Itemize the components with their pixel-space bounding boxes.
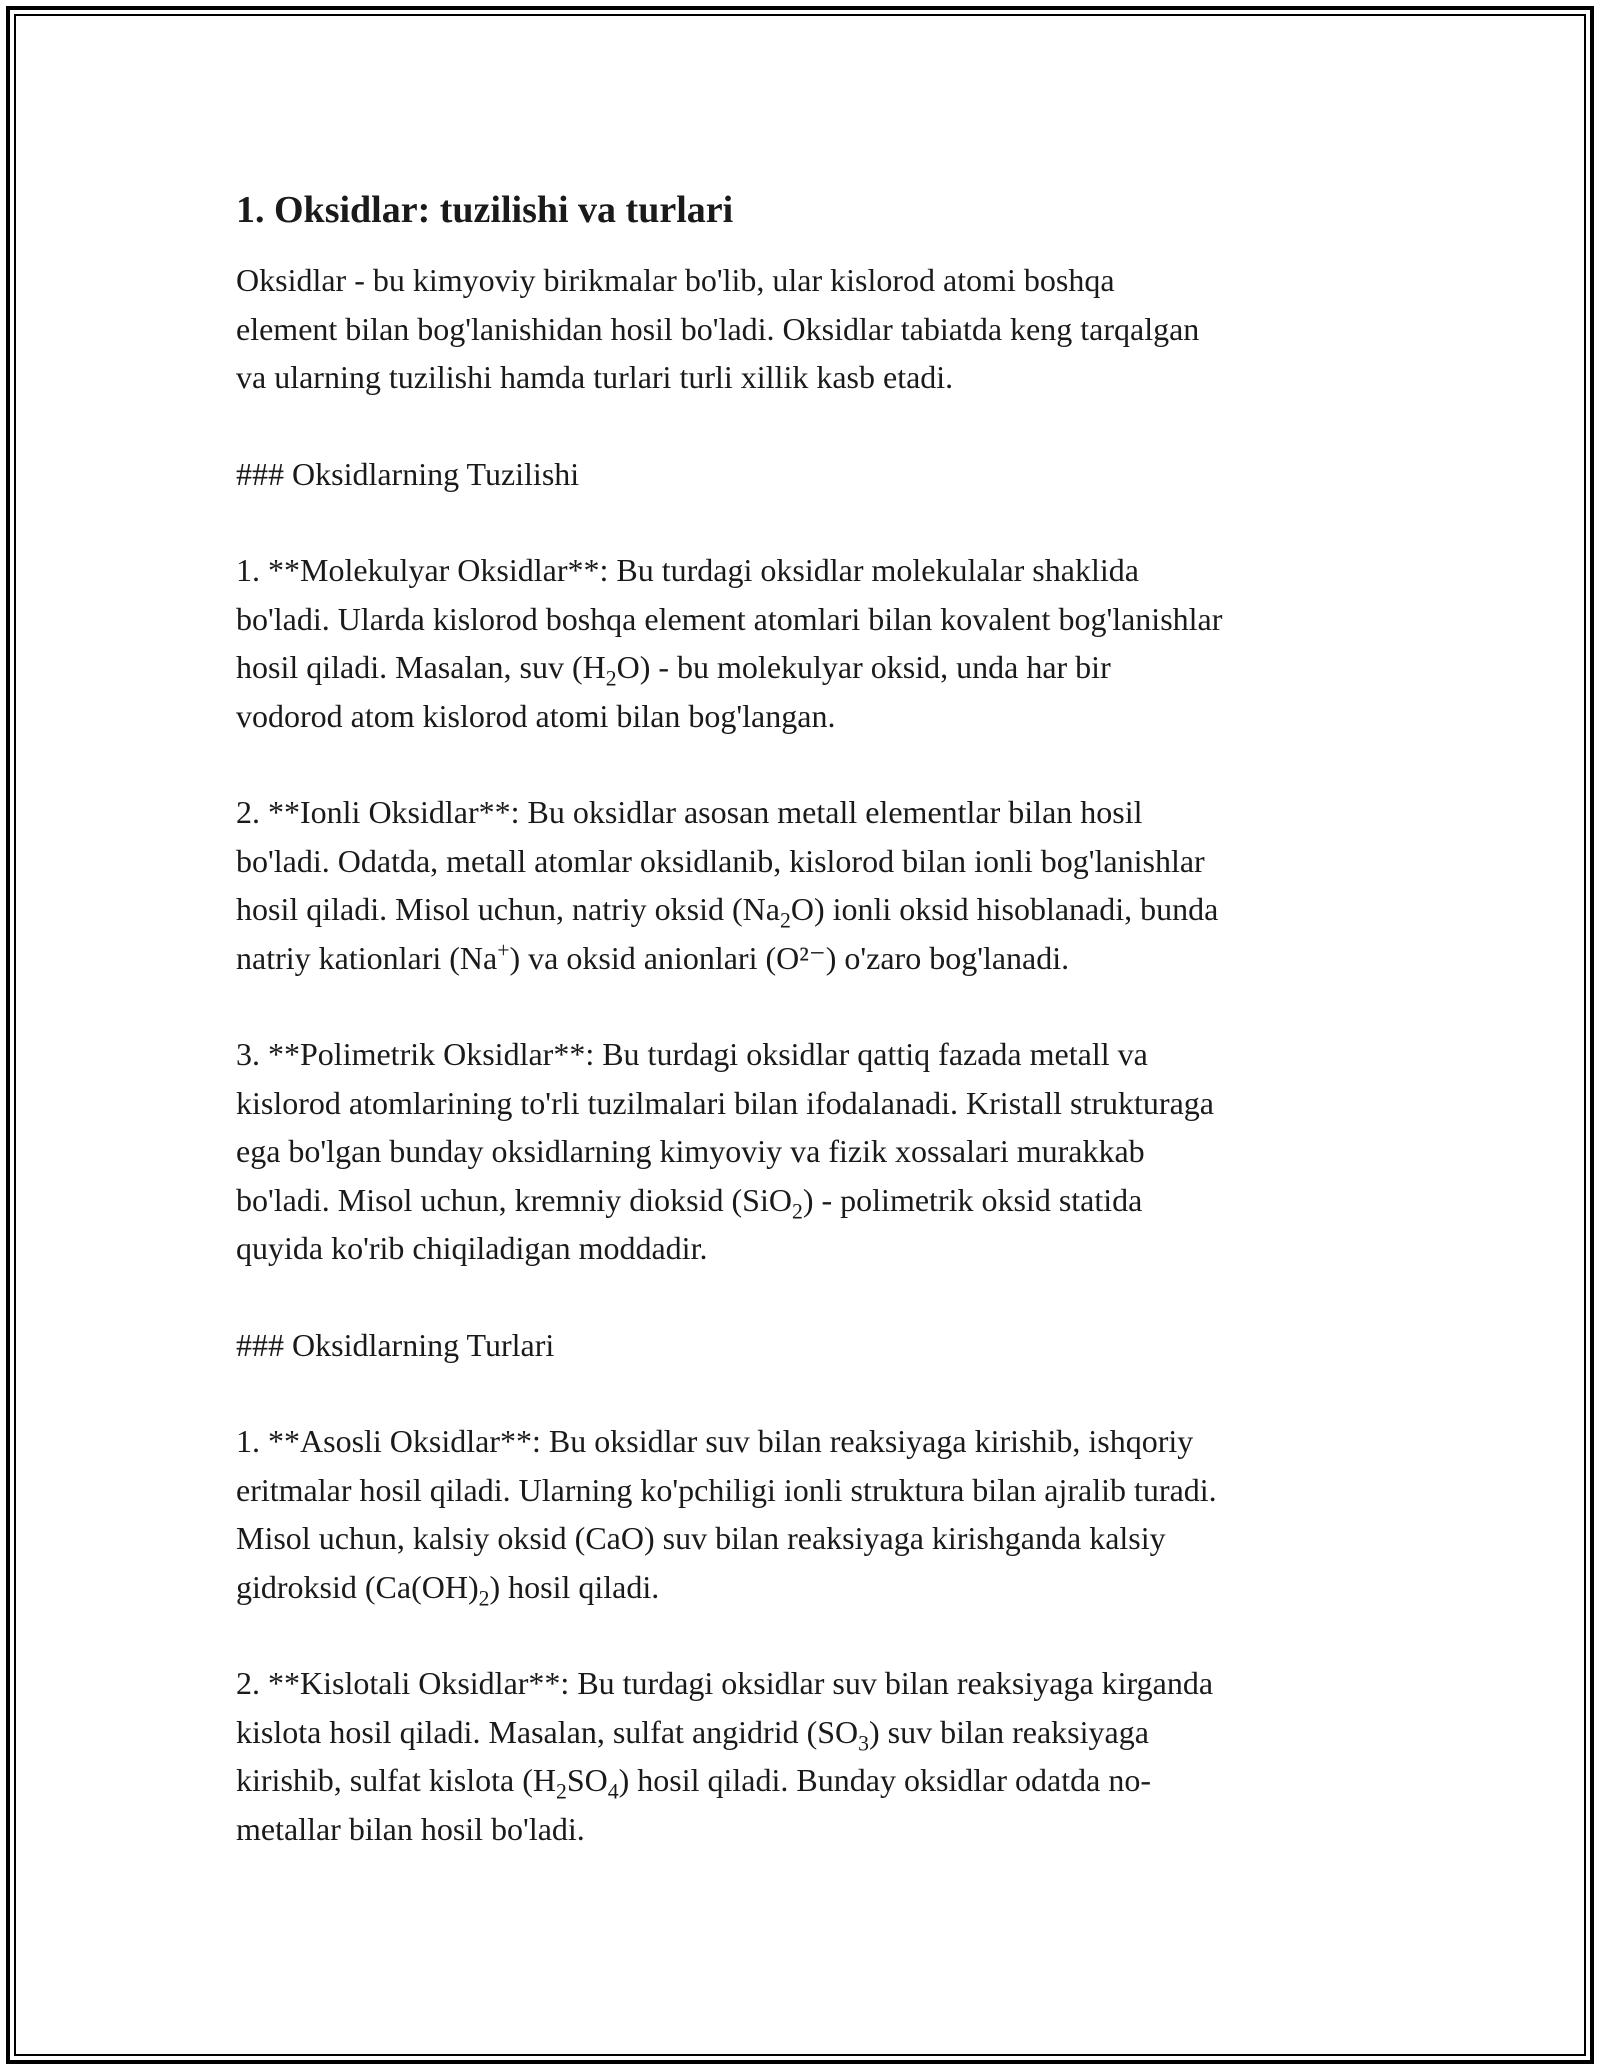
text-line: va ularning tuzilishi hamda turlari turli xillik kasb etadi.: [236, 359, 954, 395]
text-fragment: SO: [566, 1762, 608, 1798]
subscript: 4: [607, 1779, 619, 1804]
subscript: 2: [555, 1779, 567, 1804]
paragraph-ionic-oxides: [236, 788, 1386, 982]
text-fragment: hosil qiladi. Masalan, suv (H: [236, 649, 606, 685]
paragraph-polymeric-oxides: [236, 1030, 1386, 1273]
text-line: quyida ko'rib chiqiladigan moddadir.: [236, 1230, 708, 1266]
text-fragment: ) va oksid anionlari (O²⁻) o'zaro bog'lanadi.: [509, 939, 1070, 976]
text-fragment: ) - polimetrik oksid statida: [802, 1181, 1143, 1218]
text-line: 1. **Asosli Oksidlar**: Bu oksidlar suv bilan reaksiyaga kirishib, ishqoriy: [236, 1423, 1194, 1459]
text-fragment: ) hosil qiladi.: [489, 1568, 660, 1605]
document-body: [236, 186, 1386, 1901]
text-fragment: hosil qiladi. Misol uchun, natriy oksid (Na: [236, 891, 780, 927]
text-fragment: kirishib, sulfat kislota (H: [236, 1762, 556, 1798]
text-fragment: gidroksid (Ca(OH): [236, 1568, 479, 1605]
text-line: bo'ladi. Odatda, metall atomlar oksidlanib, kislorod bilan ionli bog'lanishlar: [236, 842, 1205, 879]
text-fragment: ) hosil qiladi. Bunday oksidlar odatda no-: [618, 1762, 1151, 1798]
text-line: vodorod atom kislorod atomi bilan bog'langan.: [236, 697, 836, 734]
text-line: metallar bilan hosil bo'ladi.: [236, 1810, 585, 1847]
text-line: 2. **Ionli Oksidlar**: Bu oksidlar asosan metall elementlar bilan hosil: [236, 794, 1143, 830]
text-line: 1. **Molekulyar Oksidlar**: Bu turdagi oksidlar molekulalar shaklida: [236, 552, 1139, 588]
text-fragment: O) - bu molekulyar oksid, unda har bir: [616, 649, 1111, 685]
subscript: 2: [779, 908, 791, 933]
heading-text: ### Oksidlarning Tuzilishi: [236, 455, 580, 492]
text-line: ega bo'lgan bunday oksidlarning kimyoviy va fizik xossalari murakkab: [236, 1133, 1145, 1169]
intro-paragraph: [236, 256, 1386, 402]
text-fragment: bo'ladi. Misol uchun, kremniy dioksid (SiO: [236, 1181, 792, 1218]
subscript: 2: [478, 1585, 490, 1610]
paragraph-acidic-oxides: [236, 1659, 1386, 1853]
text-fragment: natriy kationlari (Na: [236, 939, 498, 976]
subscript: 3: [858, 1730, 870, 1755]
text-line: eritmalar hosil qiladi. Ularning ko'pchiligi ionli struktura bilan ajralib turadi.: [236, 1471, 1217, 1508]
section-heading-types: [236, 1321, 1386, 1370]
text-fragment: O) ionli oksid hisoblanadi, bunda: [790, 891, 1219, 927]
text-fragment: ) suv bilan reaksiyaga: [869, 1713, 1149, 1750]
text-line: Oksidlar - bu kimyoviy birikmalar bo'lib, ular kislorod atomi boshqa: [236, 262, 1115, 298]
text-line: bo'ladi. Ularda kislorod boshqa element atomlari bilan kovalent bog'lanishlar: [236, 600, 1223, 637]
section-heading-structure: [236, 450, 1386, 499]
paragraph-basic-oxides: [236, 1417, 1386, 1611]
text-line: 2. **Kislotali Oksidlar**: Bu turdagi oksidlar suv bilan reaksiyaga kirganda: [236, 1665, 1214, 1701]
text-line: element bilan bog'lanishidan hosil bo'ladi. Oksidlar tabiatda keng tarqalgan: [236, 310, 1200, 347]
subscript: 2: [791, 1198, 803, 1223]
superscript: +: [497, 937, 510, 962]
text-line: kislorod atomlarining to'rli tuzilmalari bilan ifodalanadi. Kristall strukturaga: [236, 1084, 1214, 1121]
text-line: 3. **Polimetrik Oksidlar**: Bu turdagi oksidlar qattiq fazada metall va: [236, 1036, 1148, 1072]
heading-text: ### Oksidlarning Turlari: [236, 1326, 555, 1363]
paragraph-molecular-oxides: [236, 546, 1386, 740]
subscript: 2: [605, 666, 617, 691]
document-title: 1. Oksidlar: tuzilishi va turlari: [236, 189, 734, 231]
text-line: Misol uchun, kalsiy oksid (CaO) suv bilan reaksiyaga kirishganda kalsiy: [236, 1520, 1166, 1556]
text-fragment: kislota hosil qiladi. Masalan, sulfat angidrid (SO: [236, 1713, 859, 1750]
